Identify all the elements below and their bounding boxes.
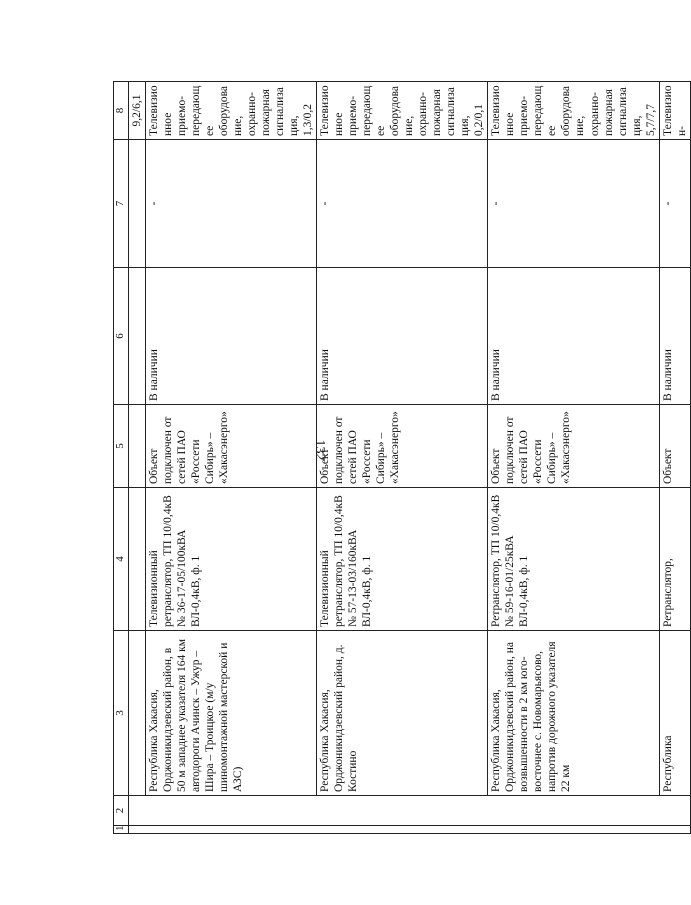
header-cell: 7 [114, 140, 129, 268]
connection-cell: Объект подключен от сетей ПАО «Россети Сибирь» – «Хакасэнерго» [317, 405, 488, 488]
address-cell: Республика Хакасия, Орджоникидзевский район, в 50 м западнее указателя 164 км автодороги Ачинск – Ужур – Шира – Троицкое (м/у шиномонтажной мастерской и АЗС) [146, 631, 317, 796]
table-row [317, 82, 488, 834]
value-cell: - [317, 140, 488, 268]
value-cell: - [659, 140, 690, 268]
table-container [113, 82, 688, 834]
equipment-cell: Телевизион- [659, 82, 690, 140]
continuation-row [129, 82, 146, 834]
table-cell [129, 268, 146, 405]
header-row [114, 82, 129, 834]
table-row [146, 82, 317, 834]
table-cell [129, 796, 691, 826]
connection-cell: Объект подключен от сетей ПАО «Россети Сибирь» – «Хакасэнерго» [146, 405, 317, 488]
table-cell [129, 631, 146, 796]
table-cell [129, 405, 146, 488]
equipment-cell: Телевизионное приемо-передающее оборудование, охранно-пожарная сигнализация, 1,3/0,2 [146, 82, 317, 140]
equipment-cell: Телевизионное приемо-передающее оборудование, охранно-пожарная сигнализация, 5,7/7,7 [488, 82, 659, 140]
table-row [488, 82, 659, 834]
table-row [659, 82, 690, 834]
address-cell: Республика Хакасия, Орджоникидзевский район, на возвышенности в 2 км юго-восточнее с. Новомарьясово, напротив дорожного указателя 22 км [488, 631, 659, 796]
value-cell: - [146, 140, 317, 268]
object-cell: Телевизионный ретранслятор, ТП 10/0,4кВ № 36-17-05/100кВА ВЛ-0,4кВ, ф. 1 [146, 488, 317, 631]
object-cell: Телевизионный ретранслятор, ТП 10/0,4кВ № 57-13-03/160кВА ВЛ-0,4кВ, ф. 1 [317, 488, 488, 631]
header-cell: 8 [114, 82, 129, 140]
availability-cell: В наличии [488, 268, 659, 405]
table-cell [129, 140, 146, 268]
header-cell: 1 [114, 826, 129, 834]
header-cell: 2 [114, 796, 129, 826]
page-number: 132 [312, 439, 327, 461]
connection-cell: Объект [659, 405, 690, 488]
table-cell [129, 826, 691, 834]
object-cell: Ретранслятор, ТП 10/0,4кВ № 59-16-01/25кВА ВЛ-0,4кВ, ф. 1 [488, 488, 659, 631]
availability-cell: В наличии [146, 268, 317, 405]
equipment-cell: Телевизионное приемо-передающее оборудование, охранно-пожарная сигнализация, 0,2/0,1 [317, 82, 488, 140]
header-cell: 5 [114, 405, 129, 488]
address-cell: Республика [659, 631, 690, 796]
value-cell: - [488, 140, 659, 268]
availability-cell: В наличии [659, 268, 690, 405]
table-cell [129, 488, 146, 631]
object-cell: Ретранслятор, [659, 488, 690, 631]
address-cell: Республика Хакасия, Орджоникидзевский район, д. Костино [317, 631, 488, 796]
header-cell: 3 [114, 631, 129, 796]
connection-cell: Объект подключен от сетей ПАО «Россети Сибирь» – «Хакасэнерго» [488, 405, 659, 488]
header-cell: 4 [114, 488, 129, 631]
data-table [113, 81, 691, 834]
header-cell: 6 [114, 268, 129, 405]
availability-cell: В наличии [317, 268, 488, 405]
table-cell: 9,2/6,1 [129, 82, 146, 140]
